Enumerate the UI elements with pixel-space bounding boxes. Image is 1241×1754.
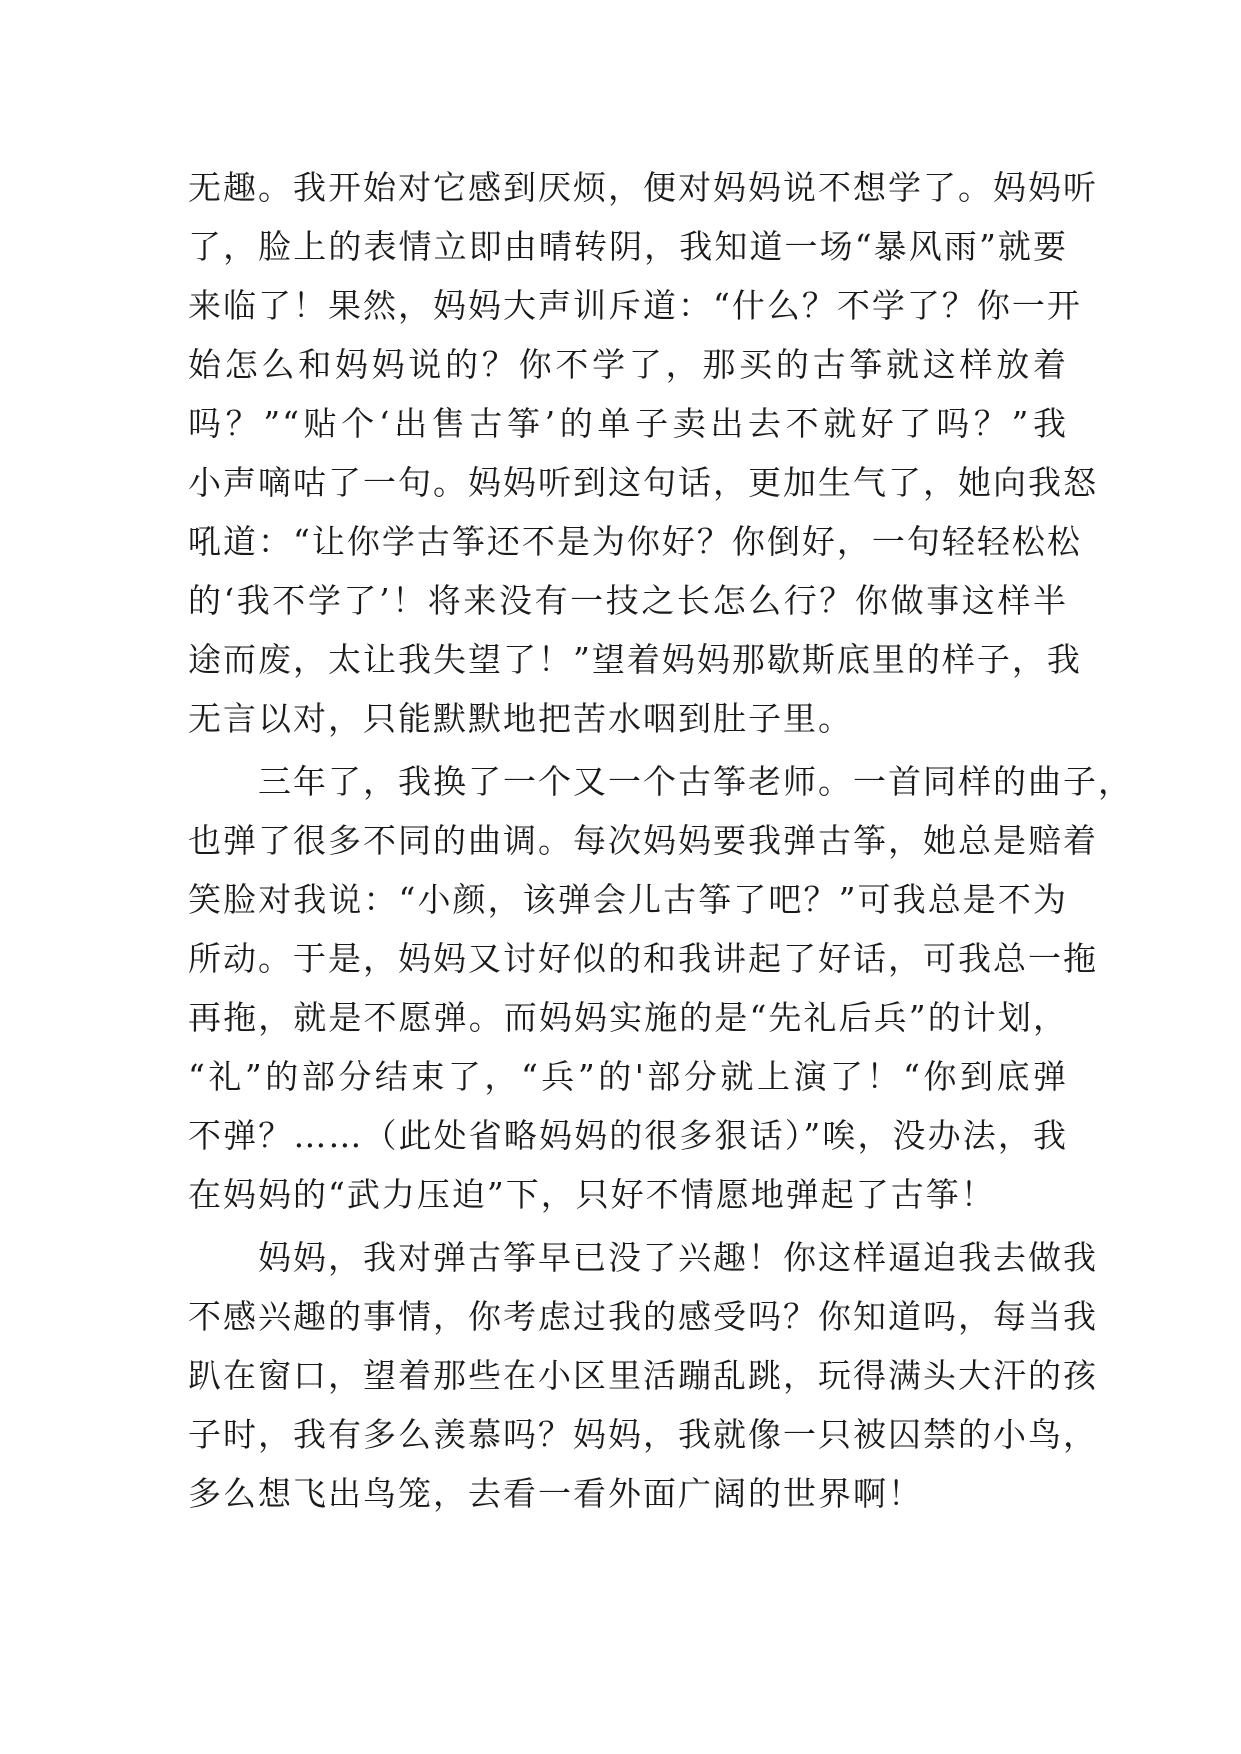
text-line: 小声嘀咕了一句。妈妈听到这句话，更加生气了，她向我怒 bbox=[188, 463, 1098, 502]
text-line: 再拖，就是不愿弹。而妈妈实施的是“先礼后兵”的计划， bbox=[188, 998, 1068, 1037]
text-line: “礼”的部分结束了，“兵”的'部分就上演了！“你到底弹 bbox=[188, 1057, 1068, 1096]
text-line: 吼道：“让你学古筝还不是为你好？你倒好，一句轻轻松松 bbox=[188, 522, 1082, 561]
text-line: 来临了！果然，妈妈大声训斥道：“什么？不学了？你一开 bbox=[188, 286, 1082, 325]
text-line: 多么想飞出鸟笼，去看一看外面广阔的世界啊！ bbox=[188, 1474, 923, 1513]
text-line: 三年了，我换了一个又一个古筝老师。一首同样的曲子， bbox=[258, 762, 1133, 801]
text-line: 笑脸对我说：“小颜，该弹会儿古筝了吧？”可我总是不为 bbox=[188, 880, 1068, 919]
text-line: 子时，我有多么羡慕吗？妈妈，我就像一只被囚禁的小鸟， bbox=[188, 1415, 1098, 1454]
text-line: 了，脸上的表情立即由晴转阴，我知道一场“暴风雨”就要 bbox=[188, 227, 1068, 266]
text-line: 所动。于是，妈妈又讨好似的和我讲起了好话，可我总一拖 bbox=[188, 939, 1098, 978]
text-line: 无言以对，只能默默地把苦水咽到肚子里。 bbox=[188, 699, 853, 738]
paragraph bbox=[188, 752, 1133, 1224]
text-line: 的‘我不学了’！将来没有一技之长怎么行？你做事这样半 bbox=[188, 581, 1068, 620]
text-line: 趴在窗口，望着那些在小区里活蹦乱跳，玩得满头大汗的孩 bbox=[188, 1356, 1098, 1395]
paragraph bbox=[188, 158, 1098, 748]
text-line: 吗？”“贴个‘出售古筝’的单子卖出去不就好了吗？”我 bbox=[188, 404, 1068, 443]
text-line: 途而废，太让我失望了！”望着妈妈那歇斯底里的样子，我 bbox=[188, 640, 1082, 679]
text-line: 无趣。我开始对它感到厌烦，便对妈妈说不想学了。妈妈听 bbox=[188, 168, 1098, 207]
paragraph bbox=[188, 1228, 1098, 1523]
text-line: 妈妈，我对弹古筝早已没了兴趣！你这样逼迫我去做我 bbox=[258, 1238, 1098, 1277]
text-line: 始怎么和妈妈说的？你不学了，那买的古筝就这样放着 bbox=[188, 345, 1068, 384]
text-line: 也弹了很多不同的曲调。每次妈妈要我弹古筝，她总是赔着 bbox=[188, 821, 1098, 860]
text-line: 不感兴趣的事情，你考虑过我的感受吗？你知道吗，每当我 bbox=[188, 1297, 1098, 1336]
text-line: 在妈妈的“武力压迫”下，只好不情愿地弹起了古筝！ bbox=[188, 1175, 996, 1214]
text-line: 不弹？……（此处省略妈妈的很多狠话）”唉，没办法，我 bbox=[188, 1116, 1068, 1155]
article-body bbox=[188, 158, 1133, 1523]
